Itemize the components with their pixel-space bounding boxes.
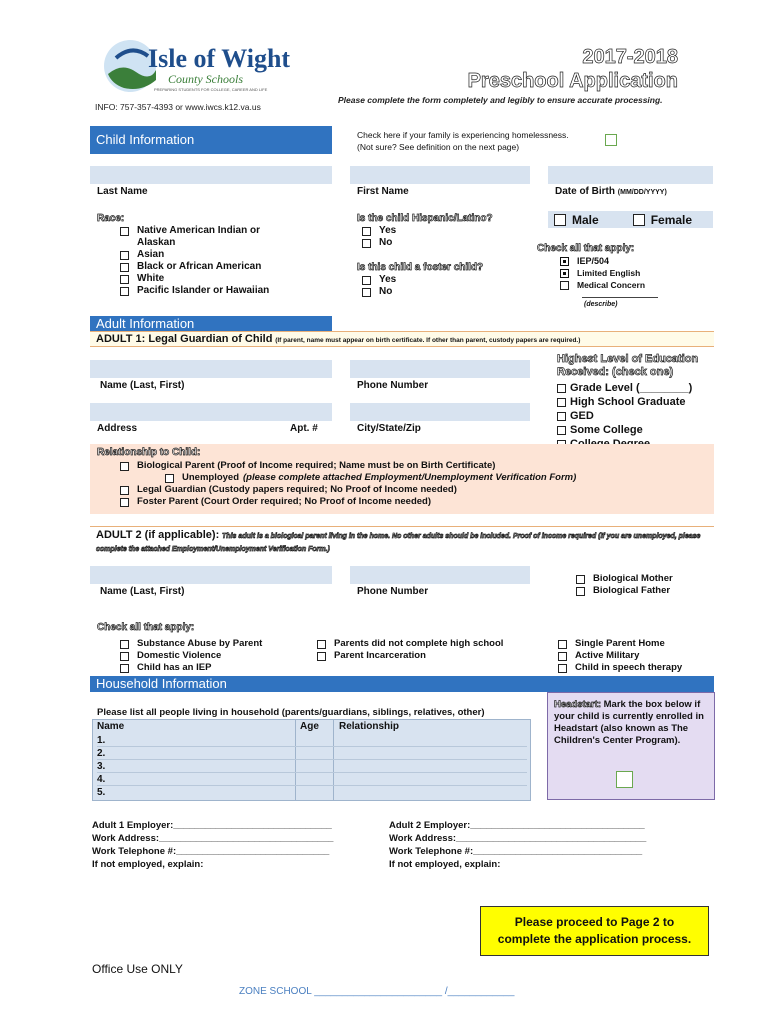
rel-foster[interactable] (120, 496, 576, 508)
checkbox[interactable] (558, 640, 567, 649)
apply-label: IEP/504 (577, 256, 610, 266)
household-row[interactable]: 1. (97, 735, 527, 747)
homeless-text (357, 129, 569, 153)
checkbox[interactable] (120, 251, 129, 260)
checkbox[interactable] (362, 239, 371, 248)
rel-label: Biological Parent (Proof of Income required; Name must be on Birth Certificate) (137, 460, 496, 471)
check-label: Parents did not complete high school (334, 638, 504, 649)
adult2-phone-field[interactable] (350, 566, 530, 584)
checkbox[interactable] (120, 462, 129, 471)
check-label: Parent Incarceration (334, 650, 426, 661)
check-option[interactable] (317, 638, 503, 650)
a2-employer[interactable]: Adult 2 Employer:_________________________________ (389, 820, 645, 831)
edu-option[interactable] (557, 423, 692, 437)
edu-label: Grade Level (________) (570, 382, 693, 394)
bio-father[interactable] (576, 585, 673, 597)
edu-option[interactable] (557, 381, 692, 395)
female-label: Female (650, 212, 693, 227)
foster-question: Is this child a foster child? (357, 262, 484, 273)
adult1-note: (If parent, name must appear on birth certificate. If other than parent, custody papers are required.) (275, 337, 581, 344)
household-row[interactable]: 2. (97, 748, 527, 760)
edu-label: Some College (570, 424, 643, 436)
hispanic-yes[interactable] (362, 225, 396, 237)
checkbox[interactable] (120, 498, 129, 507)
proceed-box: Please proceed to Page 2 to complete the application process. (480, 906, 709, 956)
dob-label (555, 186, 667, 197)
checkbox[interactable] (362, 227, 371, 236)
check-option[interactable] (558, 650, 682, 662)
adult1-name-field[interactable] (90, 360, 332, 378)
checkbox[interactable] (120, 227, 129, 236)
checkbox[interactable] (576, 575, 585, 584)
checkbox[interactable] (560, 281, 569, 290)
describe-label: (describe) (584, 301, 618, 308)
check-label: Substance Abuse by Parent (137, 638, 263, 649)
medical-concern-option[interactable] (560, 279, 645, 291)
first-name-label: First Name (357, 186, 409, 197)
adult1-city-label: City/State/Zip (357, 423, 421, 434)
checkbox[interactable] (558, 652, 567, 661)
adult1-address-label: Address (97, 423, 138, 434)
district-logo (102, 36, 291, 96)
contact-info: INFO: 757-357-4393 or www.iwcs.k12.va.us (95, 102, 261, 112)
adult2-phone-label: Phone Number (357, 586, 429, 597)
adult1-phone-label: Phone Number (357, 380, 429, 391)
bio-mother[interactable] (576, 573, 673, 585)
adult2-employment (389, 819, 646, 871)
form-title: Preschool Application (467, 70, 678, 92)
edu-option[interactable] (557, 395, 692, 409)
female-checkbox[interactable] (633, 214, 645, 226)
checkbox[interactable] (120, 263, 129, 272)
race-option-label: Alaskan (137, 237, 176, 248)
adult2-title: ADULT 2 (if applicable): (96, 529, 220, 541)
last-name-label: Last Name (97, 186, 148, 197)
race-options (120, 225, 269, 297)
adult2-title-row (90, 526, 714, 556)
a2-phone[interactable]: Work Telephone #:________________________________ (389, 846, 643, 857)
edu-label: High School Graduate (570, 396, 686, 408)
headstart-text: Mark the box below if your child is currently enrolled in Headstart (also known as The Children's Center Program). (554, 699, 704, 746)
check-col-3 (558, 638, 682, 674)
adult1-apt-label: Apt. # (290, 423, 318, 434)
headstart-checkbox[interactable] (616, 771, 633, 788)
bio-father-label: Biological Father (593, 585, 671, 596)
race-option-cont (120, 237, 269, 249)
iep-option[interactable] (560, 255, 645, 267)
checkbox[interactable] (120, 664, 129, 673)
relationship-options (120, 460, 576, 508)
apply-label: Medical Concern (577, 280, 646, 290)
foster-yes[interactable] (362, 274, 396, 286)
checkbox[interactable] (557, 426, 566, 435)
edu-label: GED (570, 410, 594, 422)
race-option-label: Pacific Islander or Hawaiian (137, 285, 270, 296)
school-year: 2017-2018 (582, 46, 678, 68)
foster-options (362, 274, 396, 298)
male-checkbox[interactable] (554, 214, 566, 226)
apply-label: Limited English (577, 268, 641, 278)
adult2-name-label: Name (Last, First) (100, 586, 185, 597)
check-option[interactable] (317, 650, 503, 662)
household-row[interactable]: 3. (97, 761, 527, 773)
foster-no[interactable] (362, 286, 396, 298)
checkbox[interactable] (120, 486, 129, 495)
checkbox[interactable] (120, 287, 129, 296)
adult1-title: ADULT 1: Legal Guardian of Child (96, 333, 273, 345)
checkbox[interactable] (362, 288, 371, 297)
race-option-label: Black or African American (137, 261, 262, 272)
adult-info-header (90, 316, 714, 331)
checkbox[interactable] (576, 587, 585, 596)
dob-field[interactable] (548, 166, 713, 184)
bio-mother-label: Biological Mother (593, 573, 673, 584)
bio-parent-options (576, 573, 673, 597)
checkbox[interactable] (560, 257, 569, 266)
dob-format: (MM/DD/YYYY) (617, 189, 667, 196)
checkbox[interactable] (165, 474, 174, 483)
homeless-note: (Not sure? See definition on the next page) (357, 142, 520, 152)
a1-address[interactable]: Work Address:_________________________________ (92, 833, 334, 844)
household-row[interactable]: 4. (97, 774, 527, 786)
last-name-field[interactable] (90, 166, 332, 184)
hispanic-no[interactable] (362, 237, 396, 249)
check-option[interactable] (120, 650, 262, 662)
child-check-all-label: Check all that apply: (537, 243, 635, 254)
race-option-label: Native American Indian or (137, 225, 260, 236)
a1-phone[interactable]: Work Telephone #:_____________________________ (92, 846, 330, 857)
adult1-title-row (90, 331, 714, 347)
col-name-header: Name (97, 721, 125, 732)
check-label: Single Parent Home (575, 638, 665, 649)
race-label: Race: (97, 213, 125, 224)
describe-line[interactable] (582, 297, 658, 298)
office-use-label: Office Use ONLY (92, 962, 183, 976)
household-header: Household Information (90, 676, 714, 692)
check-option[interactable] (558, 662, 682, 674)
adult1-name-label: Name (Last, First) (100, 380, 185, 391)
check-label: Child in speech therapy (575, 662, 683, 673)
checkbox[interactable] (558, 664, 567, 673)
race-option-label: Asian (137, 249, 165, 260)
adult1-city-field[interactable] (350, 403, 530, 421)
checkbox[interactable] (557, 398, 566, 407)
hispanic-question: Is the child Hispanic/Latino? (357, 213, 493, 224)
child-apply-options (560, 255, 645, 291)
household-row[interactable]: 5. (97, 787, 106, 798)
first-name-field[interactable] (350, 166, 530, 184)
race-option[interactable] (120, 285, 269, 297)
relationship-label: Relationship to Child: (97, 447, 201, 458)
checkbox[interactable] (120, 652, 129, 661)
edu-option[interactable] (557, 409, 692, 423)
col-rel-header: Relationship (339, 721, 400, 732)
adult2-note: This adult is a biological parent living in the home. No other adults should be included. Proof of income required (If you are unemployed, please complete the attached Employment/Unemployment Verification Form.) (96, 533, 701, 553)
checkbox[interactable] (557, 384, 566, 393)
hispanic-options (362, 225, 396, 249)
checkbox[interactable] (120, 640, 129, 649)
a2-explain[interactable]: If not employed, explain: (389, 859, 501, 870)
yes-label: Yes (379, 225, 397, 236)
adult1-address-field[interactable] (90, 403, 332, 421)
male-label: Male (572, 212, 599, 227)
checkbox[interactable] (557, 412, 566, 421)
logo-sub: County Schools (168, 72, 243, 86)
rel-legal[interactable] (120, 484, 576, 496)
zone-school-line[interactable]: ZONE SCHOOL _______________________ /____________ (239, 986, 515, 997)
check-option[interactable] (120, 638, 262, 650)
logo-tagline: PREPARING STUDENTS FOR COLLEGE, CAREER AND LIFE (154, 87, 268, 92)
no-label: No (379, 237, 393, 248)
rel-unemployed[interactable] (120, 472, 576, 484)
adult-check-all-label: Check all that apply: (97, 622, 195, 633)
col-age-header: Age (300, 721, 319, 732)
check-col-1 (120, 638, 262, 674)
a1-employer[interactable]: Adult 1 Employer:______________________________ (92, 820, 332, 831)
household-instruction: Please list all people living in household (parents/guardians, siblings, relatives, other) (97, 707, 485, 718)
race-option[interactable] (120, 225, 269, 237)
education-options (557, 381, 692, 451)
education-title: Highest Level of Education Received: (check one) (557, 353, 699, 378)
no-label: No (379, 286, 393, 297)
check-col-2 (317, 638, 503, 662)
adult-info-title: Adult Information (90, 316, 332, 331)
headstart-label: Headstart: (554, 699, 601, 710)
rel-note: (please complete attached Employment/Unemployment Verification Form) (243, 472, 577, 483)
adult1-phone-field[interactable] (350, 360, 530, 378)
check-label: Active Military (575, 650, 640, 661)
check-label: Domestic Violence (137, 650, 222, 661)
rel-bio[interactable] (120, 460, 576, 472)
yes-label: Yes (379, 274, 397, 285)
rel-label: Foster Parent (Court Order required; No Proof of Income needed) (137, 496, 432, 507)
homeless-checkbox[interactable] (605, 134, 617, 146)
race-option[interactable] (120, 273, 269, 285)
logo-text: Isle of Wight (148, 44, 291, 73)
form-instruction: Please complete the form completely and legibly to ensure accurate processing. (338, 95, 663, 105)
household-table (92, 719, 531, 801)
gender-box (548, 211, 713, 228)
checkbox[interactable] (560, 269, 569, 278)
rel-label: Unemployed (182, 472, 240, 483)
homeless-label: Check here if your family is experiencing homelessness. (357, 130, 569, 140)
child-info-header: Child Information (90, 126, 332, 154)
checkbox[interactable] (362, 276, 371, 285)
check-label: Child has an IEP (137, 662, 212, 673)
adult1-employment (92, 819, 333, 871)
check-option[interactable] (120, 662, 262, 674)
checkbox[interactable] (317, 652, 326, 661)
race-option[interactable] (120, 249, 269, 261)
race-option-label: White (137, 273, 165, 284)
checkbox[interactable] (120, 275, 129, 284)
dob-text: Date of Birth (555, 186, 615, 197)
check-option[interactable] (558, 638, 682, 650)
a1-explain[interactable]: If not employed, explain: (92, 859, 204, 870)
adult2-name-field[interactable] (90, 566, 332, 584)
checkbox[interactable] (317, 640, 326, 649)
rel-label: Legal Guardian (Custody papers required; No Proof of Income needed) (137, 484, 457, 495)
race-option[interactable] (120, 261, 269, 273)
limited-english-option[interactable] (560, 267, 645, 279)
a2-address[interactable]: Work Address:____________________________________ (389, 833, 647, 844)
